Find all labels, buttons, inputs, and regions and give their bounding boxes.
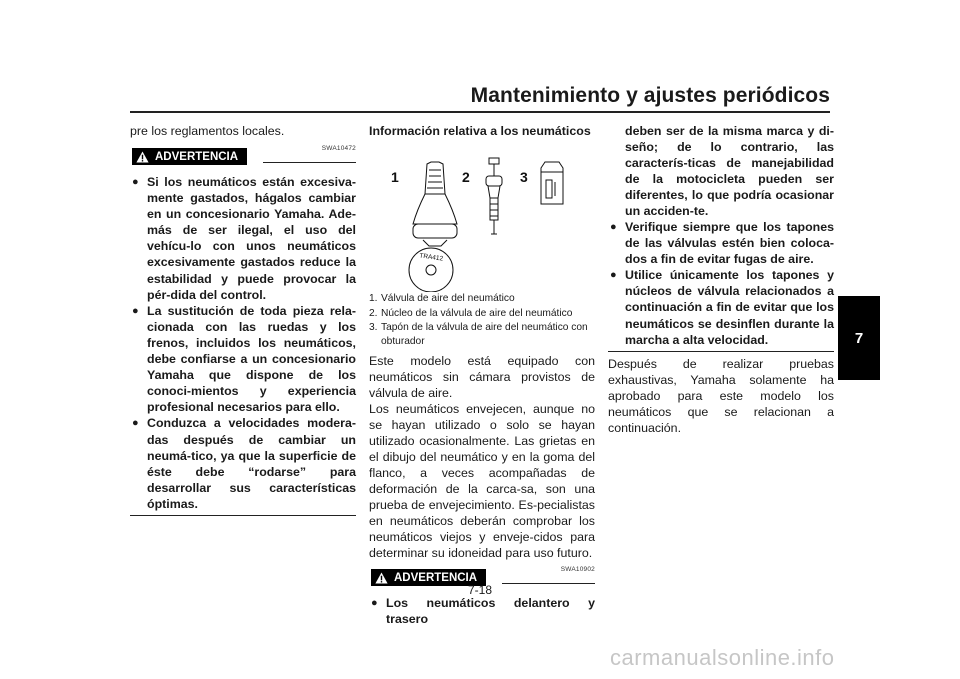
paragraph: Los neumáticos envejecen, aunque no se hayan utilizado o solo se hayan utilizado ocasionalmente. Las grietas en el dibujo del neumático y en la goma del flanco, a veces acompañadas de deformación de la carca-sa, son una prueba de envejecimiento. Es-pecialistas en neumáticos deberán comprobar los neumáticos viejos y enveje-cidos para determinar su idoneidad para uso futuro. [369,402,595,561]
paragraph: Después de realizar pruebas exhaustivas, Yamaha solamente ha aprobado para este modelo los neumáticos que se relacionan a continuación. [608,357,834,436]
caption-number: 3. [369,322,378,334]
caption-text: Tapón de la válvula de aire del neumático con obturador [381,322,588,347]
caption-text: Válvula de aire del neumático [381,293,515,304]
list-item [369,307,595,321]
list-item: ● Los neumáticos delantero y trasero [369,595,595,627]
watermark: carmanualsonline.info [610,645,835,670]
column-2 [369,123,595,628]
paragraph: Este modelo está equipado con neumáticos sin cámara provistos de válvula de aire. [369,354,595,401]
list-item: ● Si los neumáticos están excesiva-mente gastados, hágalos cambiar en un concesionario Yamaha. Ade-más de ser ilegal, el uso del vehícu-lo con unos neumáticos excesivamente gastados reduce la estabilidad y puede provocar la pér-dida del control. [130,174,356,303]
warning-code: SWA10472 [321,145,356,152]
figure-label-3: 3 [520,169,528,185]
warning-list [130,174,356,512]
header-rule [130,111,830,113]
figure-label-1: 1 [391,169,399,185]
seal-text: TRA412 [418,252,444,263]
warning-label: ADVERTENCIA [394,571,478,584]
caption-number: 1. [369,293,378,304]
list-item: ● Utilice únicamente los tapones y núcleos de válvula relacionados a continuación a fin de evitar que los neumáticos se desinflen durante la marcha a alta velocidad. [608,267,834,347]
warning-label: ADVERTENCIA [155,150,239,163]
page-number: 7-18 [467,583,493,597]
warning-end-rule [608,351,834,353]
warning-rule [263,162,356,163]
warning-badge [132,148,247,165]
warning-triangle-icon [375,572,388,584]
valve-figure [369,142,595,292]
warning-list [608,219,834,348]
figure-label-2: 2 [462,169,470,185]
warning-continuation: deben ser de la misma marca y di-seño; de lo contrario, las caracterís-ticas de manejabilidad de la motocicleta pueden ser diferentes, lo que podría ocasionar un acciden-te. [625,124,834,218]
warning-list [369,595,595,627]
list-item: ● La sustitución de toda pieza rela-cionada con las ruedas y los frenos, incluidos los neumáticos, debe confiarse a un concesionario Yamaha que dispone de los conoci-mientos y experiencia profesional necesarios para ello. [130,303,356,416]
caption-text: Núcleo de la válvula de aire del neumático [381,307,573,319]
list-item: ● Conduzca a velocidades modera-das después de cambiar un neumá-tico, ya que la superficie de éste debe “rodarse” para desarrollar sus características óptimas. [130,415,356,512]
list-item [369,321,595,348]
warning-code: SWA10902 [560,566,595,574]
page-title: Mantenimiento y ajustes periódicos [470,84,830,107]
tire-valve-illustration [369,142,595,292]
caption-number: 2. [369,307,378,319]
list-item: ● Verifique siempre que los tapones de las válvulas estén bien coloca-dos a fin de evitar fugas de aire. [608,219,834,267]
column-3 [608,123,834,436]
list-item [369,292,595,306]
warning-end-rule [130,515,356,517]
column-1 [130,123,356,516]
warning-triangle-icon [136,151,149,163]
section-heading: Información relativa a los neumáticos [369,124,591,138]
chapter-tab: 7 [838,296,880,380]
intro-text: pre los reglamentos locales. [130,124,285,138]
warning-header [130,145,356,170]
warning-rule [502,583,595,584]
figure-captions [369,292,595,348]
